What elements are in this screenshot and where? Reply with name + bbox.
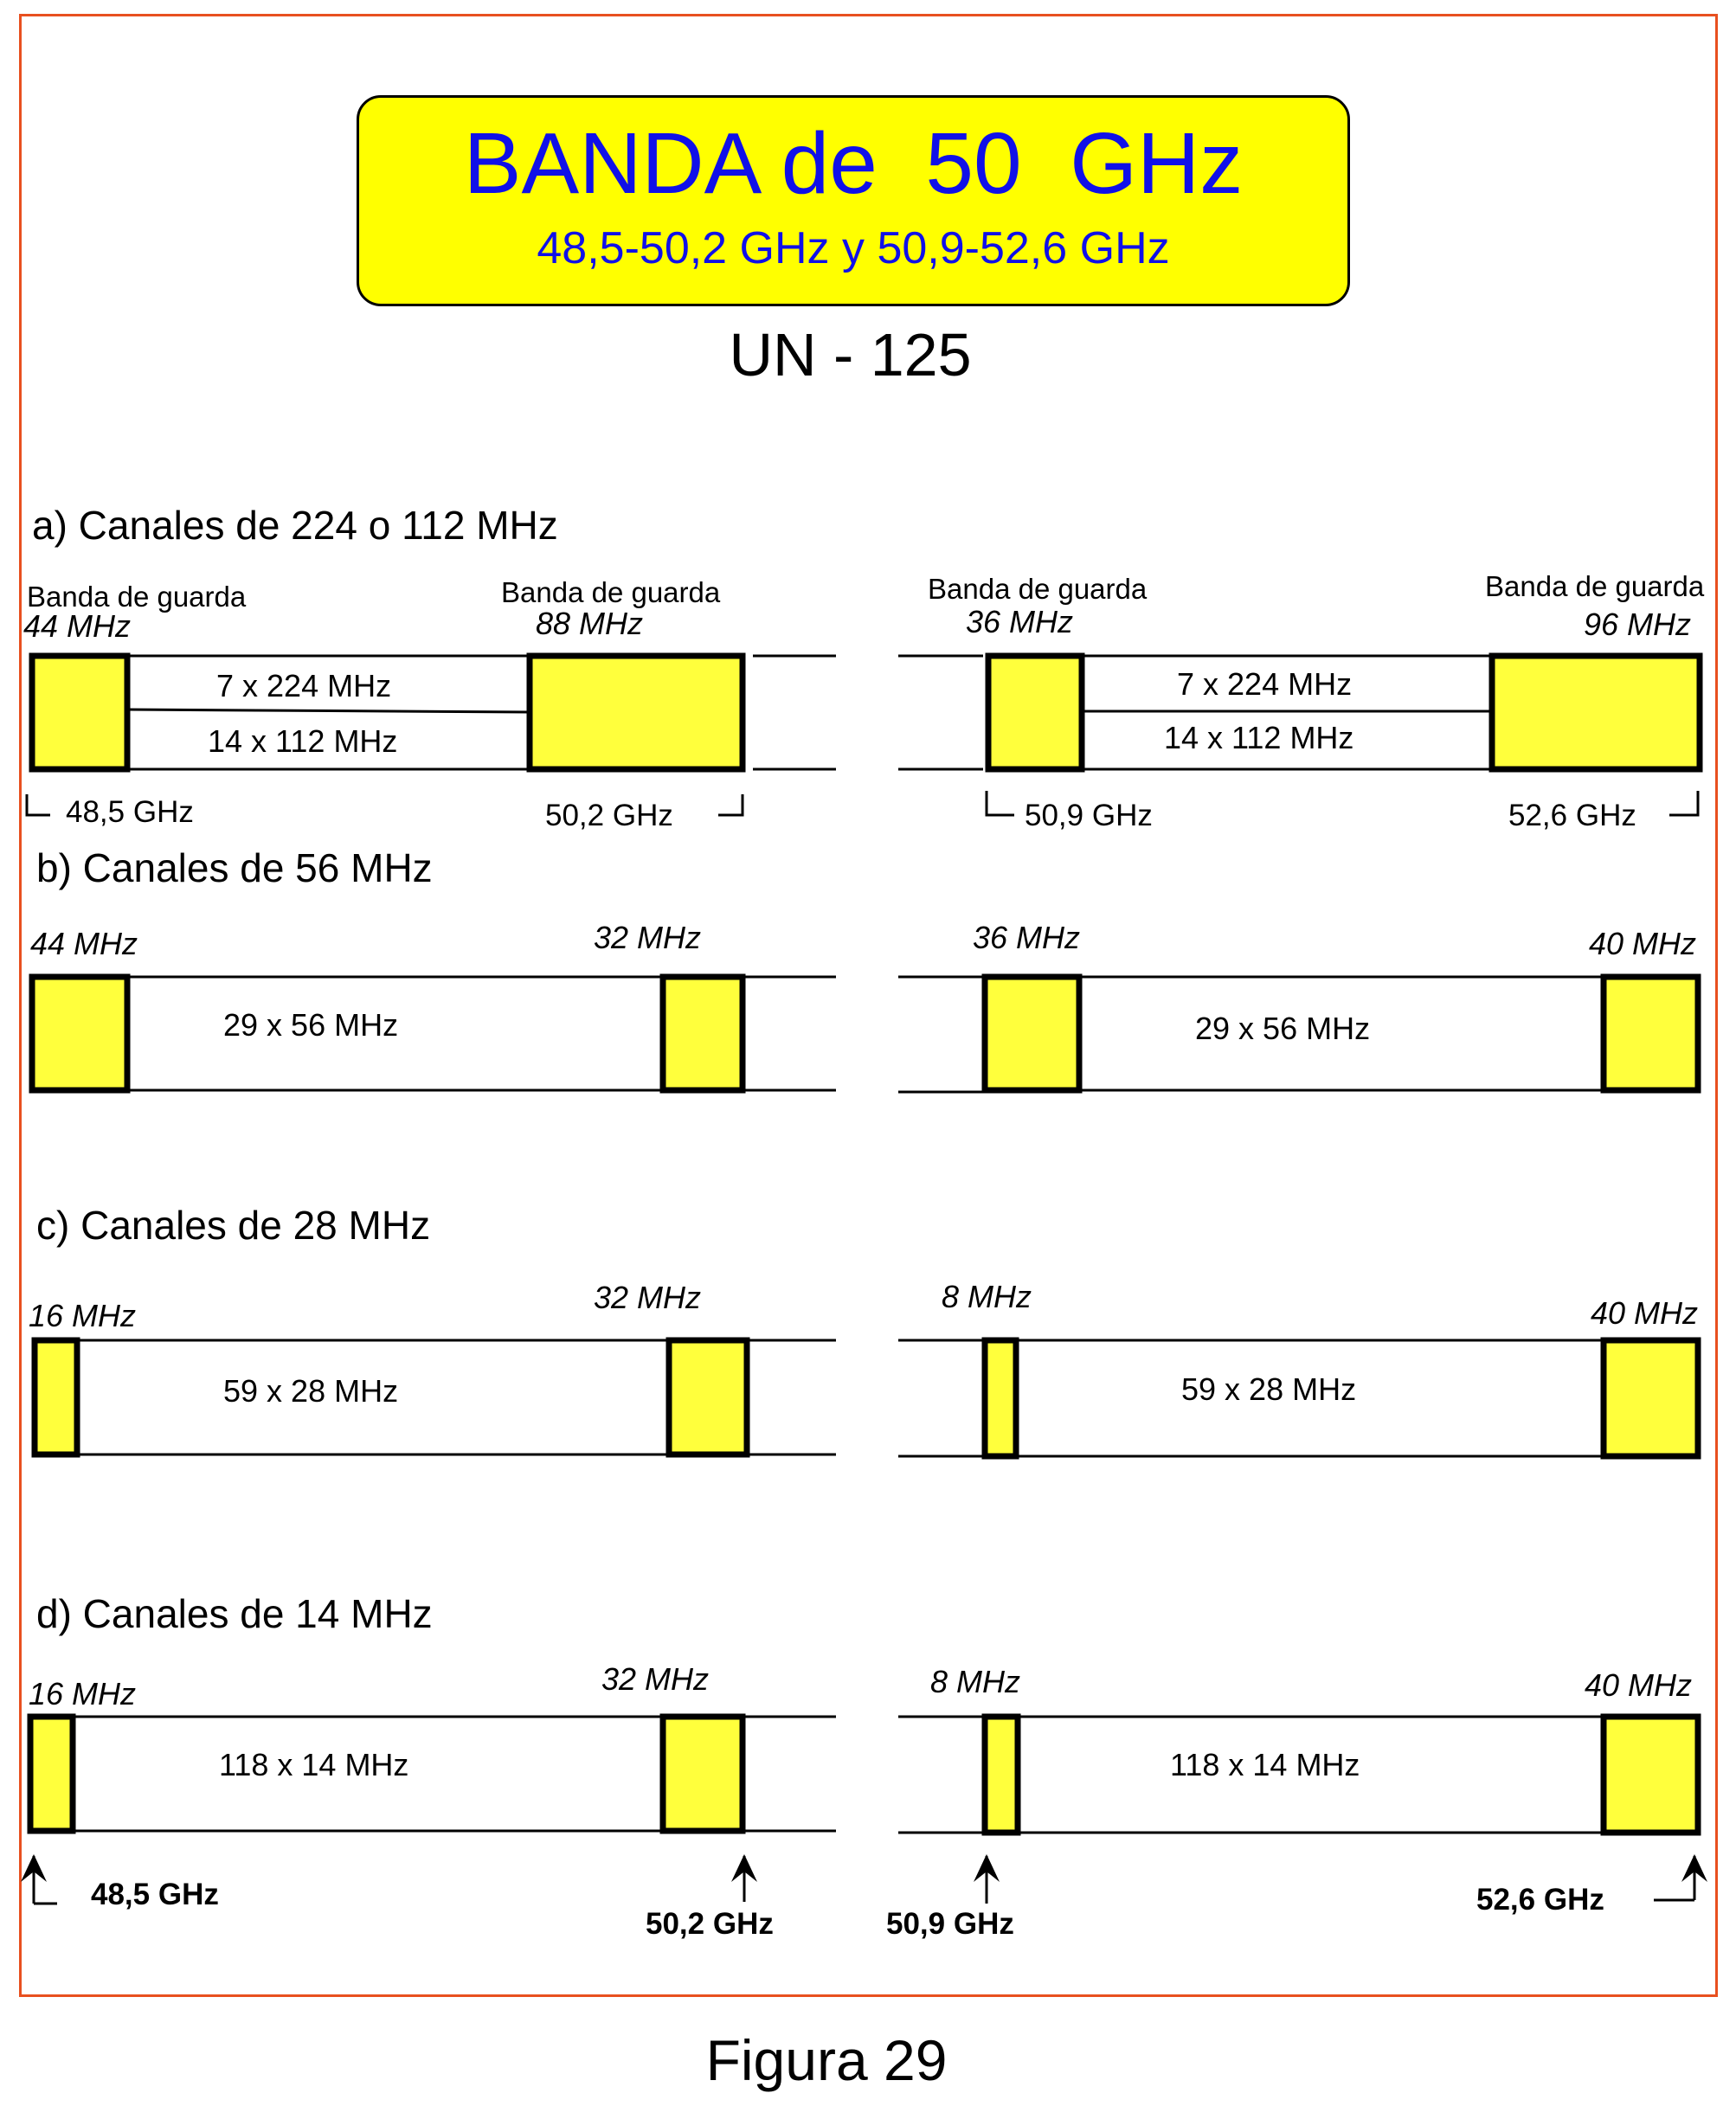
c-right-guard-start-value: 8 MHz xyxy=(942,1279,1032,1314)
d-left-guard-end xyxy=(663,1717,743,1831)
c-right-guard-end xyxy=(1604,1340,1698,1456)
c-right-guard-start xyxy=(985,1340,1016,1456)
a-right-guard-end-value: 96 MHz xyxy=(1584,607,1692,642)
c-left-guard-end-value: 32 MHz xyxy=(594,1280,702,1315)
a-right-channels-1: 7 x 224 MHz xyxy=(1177,666,1353,702)
section-c-title: c) Canales de 28 MHz xyxy=(36,1203,431,1248)
d-left-freq-start: 48,5 GHz xyxy=(91,1878,219,1911)
c-left-channels: 59 x 28 MHz xyxy=(223,1373,399,1409)
b-right-guard-start xyxy=(985,977,1079,1090)
band-title: BANDA de 50 GHz xyxy=(463,115,1244,212)
a-right-guard-end xyxy=(1492,656,1700,769)
c-left-guard-start xyxy=(35,1340,77,1454)
b-left-channels: 29 x 56 MHz xyxy=(223,1007,399,1043)
a-right-start-bracket xyxy=(987,791,1014,815)
b-right-channels: 29 x 56 MHz xyxy=(1195,1011,1371,1046)
a-left-freq-end: 50,2 GHz xyxy=(545,799,673,832)
a-left-guard-end-label: Banda de guarda xyxy=(501,576,721,608)
a-left-guard-end xyxy=(530,656,743,769)
d-left-channels: 118 x 14 MHz xyxy=(219,1747,409,1782)
d-right-channels: 118 x 14 MHz xyxy=(1170,1747,1360,1782)
b-right-guard-start-value: 36 MHz xyxy=(973,920,1081,955)
a-right-channels-2: 14 x 112 MHz xyxy=(1164,720,1354,755)
a-right-freq-end: 52,6 GHz xyxy=(1508,799,1636,832)
d-left-freq-end: 50,2 GHz xyxy=(646,1907,774,1941)
a-left-guard-start-label: Banda de guarda xyxy=(27,581,247,613)
b-left-guard-end xyxy=(663,977,743,1090)
section-a-title: a) Canales de 224 o 112 MHz xyxy=(32,503,558,548)
a-left-start-bracket xyxy=(27,794,50,815)
b-right-guard-end xyxy=(1604,977,1698,1090)
a-right-guard-end-label: Banda de guarda xyxy=(1485,570,1705,602)
a-right-guard-start xyxy=(988,656,1082,769)
c-right-guard-end-value: 40 MHz xyxy=(1591,1295,1699,1331)
a-right-end-bracket xyxy=(1669,791,1698,815)
d-right-guard-start xyxy=(985,1717,1018,1833)
a-left-channels-1: 7 x 224 MHz xyxy=(216,668,392,703)
d-right-freq-start: 50,9 GHz xyxy=(886,1907,1014,1941)
b-left-guard-start xyxy=(32,977,127,1090)
a-left-channels-2: 14 x 112 MHz xyxy=(208,723,398,759)
b-left-guard-start-value: 44 MHz xyxy=(30,926,138,961)
a-right-guard-start-label: Banda de guarda xyxy=(928,573,1148,605)
a-left-freq-start: 48,5 GHz xyxy=(66,795,194,829)
c-right-channels: 59 x 28 MHz xyxy=(1181,1371,1357,1407)
d-left-guard-end-value: 32 MHz xyxy=(601,1661,710,1697)
a-left-guard-start-value: 44 MHz xyxy=(23,608,132,644)
b-left-guard-end-value: 32 MHz xyxy=(594,920,702,955)
b-right-guard-end-value: 40 MHz xyxy=(1589,926,1697,961)
c-left-guard-end xyxy=(669,1340,747,1454)
d-right-guard-start-value: 8 MHz xyxy=(930,1664,1021,1699)
d-left-guard-start-value: 16 MHz xyxy=(29,1676,137,1711)
figure-caption: Figura 29 xyxy=(705,2028,948,2092)
c-left-guard-start-value: 16 MHz xyxy=(29,1298,137,1333)
band-code: UN - 125 xyxy=(729,321,972,388)
a-left-guard-start xyxy=(32,656,127,769)
band-subtitle: 48,5-50,2 GHz y 50,9-52,6 GHz xyxy=(537,223,1170,273)
section-d-title: d) Canales de 14 MHz xyxy=(36,1591,433,1636)
d-right-guard-end xyxy=(1604,1717,1698,1833)
d-right-freq-end: 52,6 GHz xyxy=(1476,1883,1604,1917)
section-b-title: b) Canales de 56 MHz xyxy=(36,845,433,890)
d-right-guard-end-value: 40 MHz xyxy=(1585,1667,1693,1703)
a-left-guard-end-value: 88 MHz xyxy=(536,606,644,641)
d-left-guard-start xyxy=(30,1717,73,1831)
a-right-freq-start: 50,9 GHz xyxy=(1025,799,1153,832)
a-left-end-bracket xyxy=(718,794,743,815)
a-right-guard-start-value: 36 MHz xyxy=(966,604,1074,639)
a-left-mid-line xyxy=(127,710,530,712)
